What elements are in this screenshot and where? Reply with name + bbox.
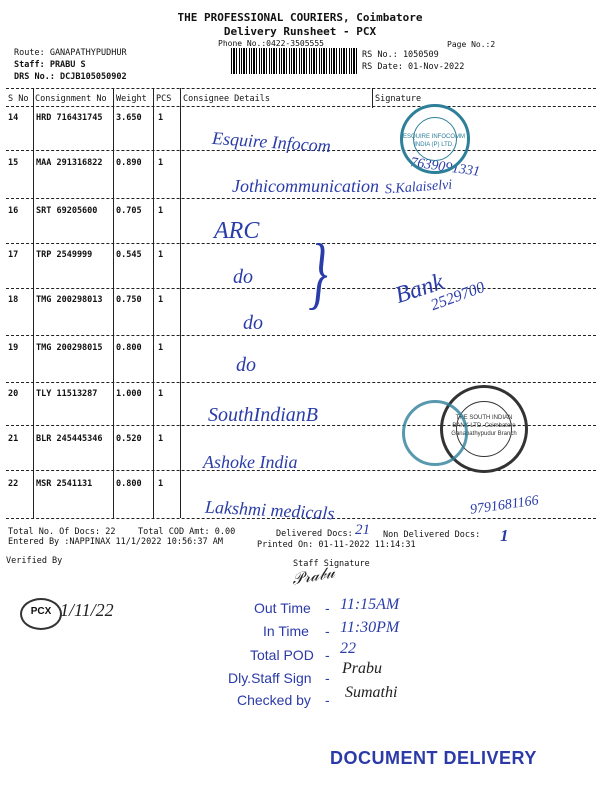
route-label: Route: GANAPATHYPUDHUR — [14, 48, 127, 58]
row-consignment: TRP 2549999 — [36, 250, 93, 260]
verified-by: Verified By — [6, 556, 63, 566]
handwritten-phone: 2529700 — [428, 278, 488, 315]
table-header-rule — [6, 106, 596, 107]
handwritten-consignee: do — [233, 266, 253, 288]
company-seal-stamp: ESQUIRE INFOCOMM INDIA (P) LTD. — [400, 104, 470, 174]
row-consignment: TLY 11513287 — [36, 389, 98, 399]
out-time-label: Out Time — [254, 600, 311, 616]
row-consignment: TMG 200298013 — [36, 295, 103, 305]
row-separator — [6, 288, 596, 289]
delivered-docs: Delivered Docs: — [276, 529, 353, 539]
row-consignment: HRD 716431745 — [36, 113, 103, 123]
out-time-value: 11:15AM — [340, 596, 400, 613]
staff-signature-label: Staff Signature — [293, 559, 370, 569]
checked-by-dash: - — [325, 692, 330, 708]
in-time-value: 11:30PM — [340, 619, 400, 636]
handwritten-phone: 9791681166 — [469, 493, 540, 518]
printed-on: Printed On: 01-11-2022 11:14:31 — [257, 540, 416, 550]
row-weight: 0.800 — [116, 343, 142, 353]
col-divider — [33, 88, 34, 518]
row-sno: 22 — [8, 479, 19, 489]
row-weight: 0.800 — [116, 479, 142, 489]
row-weight: 0.520 — [116, 434, 142, 444]
handwritten-signature: Bank — [392, 269, 447, 310]
out-time-dash: - — [325, 600, 330, 616]
col-signature: Signature — [375, 94, 422, 104]
company-title: THE PROFESSIONAL COURIERS, Coimbatore — [177, 11, 423, 24]
in-time-label: In Time — [263, 623, 309, 639]
col-divider — [113, 88, 114, 518]
table-top-rule — [6, 88, 596, 89]
row-weight: 0.705 — [116, 206, 142, 216]
row-pcs: 1 — [158, 158, 164, 168]
col-pcs: PCS — [156, 94, 172, 104]
col-consignee: Consignee Details — [183, 94, 270, 104]
row-pcs: 1 — [158, 479, 164, 489]
staff-sign-label: Dly.Staff Sign — [228, 670, 312, 686]
col-divider — [153, 88, 154, 518]
staff-signature-scribble: 𝒫𝓇𝒶𝒷𝓊 — [290, 564, 336, 589]
handwritten-phone: 7639091331 — [409, 155, 481, 180]
delivered-count-handwritten: 21 — [355, 522, 370, 538]
bank-seal-stamp: THE SOUTH INDIAN BANK LTD. Coimbatore Ganapathypudur Branch — [440, 385, 528, 473]
staff-sign-dash: - — [325, 670, 330, 686]
row-pcs: 1 — [158, 343, 164, 353]
pcx-stamp: PCX — [20, 598, 62, 630]
col-sno: S No — [8, 94, 29, 104]
total-pod-dash: - — [325, 647, 330, 663]
row-weight: 0.890 — [116, 158, 142, 168]
handwritten-consignee: SouthIndianB — [208, 404, 318, 426]
row-separator — [6, 470, 596, 471]
handwritten-consignee: Jothicommunication — [232, 176, 379, 196]
document-title: Delivery Runsheet - PCX — [223, 25, 377, 38]
staff-label: Staff: PRABU S — [14, 60, 86, 70]
row-sno: 21 — [8, 434, 19, 444]
handwritten-consignee: Lakshmi medicals — [204, 496, 335, 524]
col-consignment: Consignment No — [35, 94, 107, 104]
drs-number: DRS No.: DCJB105050902 — [14, 72, 127, 82]
phone-number: Phone No.:0422-3505555 — [218, 39, 324, 48]
row-separator — [6, 335, 596, 336]
row-pcs: 1 — [158, 434, 164, 444]
row-pcs: 1 — [158, 113, 164, 123]
handwritten-signature: S.Kalaiselvi — [384, 177, 453, 198]
row-consignment: BLR 245445346 — [36, 434, 103, 444]
row-sno: 19 — [8, 343, 19, 353]
row-sno: 14 — [8, 113, 19, 123]
row-separator — [6, 382, 596, 383]
row-sno: 20 — [8, 389, 19, 399]
handwritten-consignee: do — [243, 312, 263, 334]
in-time-dash: - — [325, 623, 330, 639]
rs-number: RS No.: 1050509 — [362, 50, 439, 60]
col-divider — [180, 88, 181, 518]
checked-by-label: Checked by — [237, 692, 311, 708]
row-consignment: MSR 2541131 — [36, 479, 93, 489]
col-weight: Weight — [116, 94, 147, 104]
non-delivered-docs: Non Delivered Docs: — [383, 530, 481, 540]
total-docs: Total No. Of Docs: 22 — [8, 527, 116, 537]
row-consignment: MAA 291316822 — [36, 158, 103, 168]
row-pcs: 1 — [158, 250, 164, 260]
row-separator — [6, 243, 596, 244]
entered-by: Entered By :NAPPINAX 11/1/2022 10:56:37 AM — [8, 537, 223, 547]
row-weight: 0.750 — [116, 295, 142, 305]
row-pcs: 1 — [158, 295, 164, 305]
handwritten-consignee: do — [236, 354, 256, 376]
handwritten-consignee: ARC — [214, 218, 260, 244]
page-number: Page No.:2 — [447, 40, 496, 49]
row-weight: 0.545 — [116, 250, 142, 260]
row-sno: 18 — [8, 295, 19, 305]
row-sno: 16 — [8, 206, 19, 216]
handwritten-consignee: Esquire Infocom — [211, 127, 332, 157]
handwritten-consignee: Ashoke India — [203, 452, 298, 472]
brace-mark: } — [308, 229, 328, 317]
total-cod: Total COD Amt: 0.00 — [138, 527, 236, 537]
total-pod-value: 22 — [340, 640, 356, 657]
row-pcs: 1 — [158, 389, 164, 399]
pcx-date-handwritten: 1/11/22 — [60, 600, 114, 620]
row-weight: 3.650 — [116, 113, 142, 123]
rs-date: RS Date: 01-Nov-2022 — [362, 62, 465, 72]
row-consignment: TMG 200298015 — [36, 343, 103, 353]
row-sno: 17 — [8, 250, 19, 260]
row-weight: 1.000 — [116, 389, 142, 399]
bank-seal-stamp-faded — [402, 400, 468, 466]
barcode — [231, 48, 359, 74]
row-sno: 15 — [8, 158, 19, 168]
row-consignment: SRT 69205600 — [36, 206, 98, 216]
non-delivered-count-handwritten: 1 — [500, 526, 509, 545]
col-divider — [372, 88, 373, 108]
document-delivery-stamp: DOCUMENT DELIVERY — [330, 748, 537, 768]
row-pcs: 1 — [158, 206, 164, 216]
staff-sign-value: Prabu — [342, 660, 382, 677]
total-pod-label: Total POD — [250, 647, 314, 663]
checked-by-value: Sumathi — [345, 684, 398, 701]
row-separator — [6, 198, 596, 199]
